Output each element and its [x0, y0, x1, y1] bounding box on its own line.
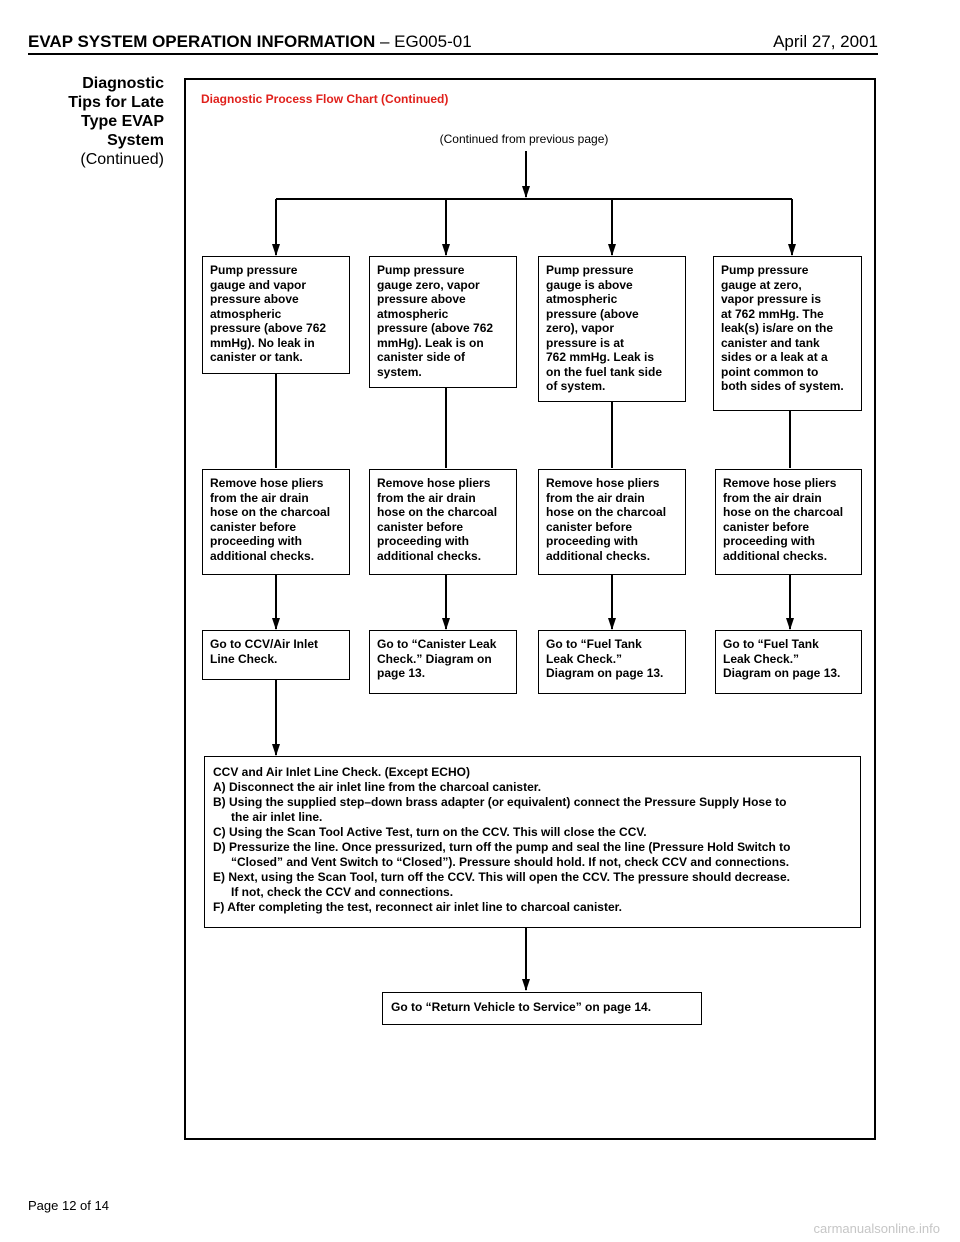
box-line: leak(s) is/are on the	[721, 321, 834, 335]
goto-box-3	[538, 630, 686, 694]
box-line: pressure (above 762	[377, 321, 494, 335]
box-line: Line Check.	[210, 651, 278, 666]
box-line: from the air drain	[377, 490, 476, 505]
box-line: proceeding with	[210, 534, 303, 548]
box-line: proceeding with	[546, 534, 639, 548]
box-line: Go to CCV/Air Inlet	[210, 637, 318, 651]
box-line: Pump pressure	[377, 263, 465, 277]
ccv-step-cont: If not, check the CCV and connections.	[231, 885, 454, 899]
box-line: pressure is at	[546, 335, 625, 350]
box-line: Go to “Fuel Tank	[546, 637, 642, 651]
box-line: atmospheric	[210, 306, 282, 321]
box-line: vapor pressure is	[721, 292, 822, 306]
box-line: Leak Check.”	[546, 651, 623, 666]
box-line: Pump pressure	[721, 263, 809, 277]
box-line: system.	[377, 364, 422, 379]
box-line: at 762 mmHg. The	[721, 306, 824, 321]
box-line: Go to “Canister Leak	[377, 637, 497, 651]
return-to-service-box	[382, 992, 702, 1025]
box-line: point common to	[721, 364, 819, 379]
ccv-step: D) Pressurize the line. Once pressurized, turn off the pump and seal the line (Pressure Hold Switch to	[213, 840, 791, 854]
ccv-step-cont: the air inlet line.	[231, 810, 323, 824]
box-line: pressure (above	[546, 306, 639, 321]
box-line: atmospheric	[377, 306, 449, 321]
box-line: 762 mmHg. Leak is	[546, 350, 655, 364]
box-line: additional checks.	[210, 548, 315, 563]
box-line: proceeding with	[723, 534, 816, 548]
box-line: canister before	[377, 519, 464, 534]
box-line: additional checks.	[723, 548, 828, 563]
box-line: gauge and vapor	[210, 277, 307, 292]
box-line: Pump pressure	[210, 263, 298, 277]
box-line: pressure (above 762	[210, 321, 327, 335]
box-line: Check.” Diagram on	[377, 651, 492, 666]
sidebar-line: (Continued)	[80, 151, 164, 168]
continued-note: (Continued from previous page)	[439, 132, 609, 146]
box-line: pressure above	[377, 292, 466, 306]
condition-box-1	[202, 256, 350, 374]
ccv-check-box	[204, 756, 861, 928]
box-line: from the air drain	[210, 490, 309, 505]
box-line: canister before	[546, 519, 633, 534]
condition-box-2	[369, 256, 517, 388]
box-line: on the fuel tank side	[546, 364, 663, 379]
header-title: EVAP SYSTEM OPERATION INFORMATION – EG005-01	[28, 32, 472, 51]
header-date: April 27, 2001	[773, 32, 878, 51]
box-line: mmHg). Leak is on	[377, 335, 484, 350]
ccv-step-cont: “Closed” and Vent Switch to “Closed”). Pressure should hold. If not, check CCV and connections.	[231, 855, 790, 869]
condition-box-4	[713, 256, 862, 411]
action-box-1	[202, 469, 350, 575]
box-line: zero), vapor	[546, 321, 615, 335]
box-line: both sides of system.	[721, 379, 844, 393]
box-line: Remove hose pliers	[546, 476, 660, 490]
box-line: page 13.	[377, 666, 426, 680]
box-line: hose on the charcoal	[723, 505, 844, 519]
box-line: additional checks.	[377, 548, 482, 563]
condition-box-3	[538, 256, 686, 402]
box-line: sides or a leak at a	[721, 350, 828, 364]
goto-box-2	[369, 630, 517, 694]
box-line: atmospheric	[546, 292, 618, 306]
box-line: Pump pressure	[546, 263, 634, 277]
box-line: hose on the charcoal	[377, 505, 498, 519]
ccv-step: F) After completing the test, reconnect air inlet line to charcoal canister.	[213, 900, 622, 914]
box-line: Diagram on page 13.	[546, 666, 664, 680]
box-line: gauge at zero,	[721, 277, 802, 292]
sidebar-line: System	[107, 132, 164, 149]
box-line: pressure above	[210, 292, 299, 306]
box-line: Remove hose pliers	[723, 476, 837, 490]
box-line: canister side of	[377, 350, 466, 364]
watermark: carmanualsonline.info	[813, 1221, 940, 1236]
sidebar-line: Type EVAP	[81, 113, 164, 130]
ccv-step: A) Disconnect the air inlet line from the charcoal canister.	[213, 780, 542, 794]
action-box-3	[538, 469, 686, 575]
ccv-step: C) Using the Scan Tool Active Test, turn on the CCV. This will close the CCV.	[213, 825, 647, 839]
box-line: proceeding with	[377, 534, 470, 548]
chart-title: Diagnostic Process Flow Chart (Continued)	[201, 92, 449, 106]
box-line: canister or tank.	[210, 350, 303, 364]
box-line: additional checks.	[546, 548, 651, 563]
ccv-step: E) Next, using the Scan Tool, turn off the CCV. This will open the CCV. The pressure should decrease.	[213, 870, 790, 884]
box-line: canister before	[723, 519, 810, 534]
action-box-2	[369, 469, 517, 575]
box-line: hose on the charcoal	[546, 505, 667, 519]
sidebar-line: Tips for Late	[68, 94, 164, 111]
box-line: Leak Check.”	[723, 651, 800, 666]
box-line: hose on the charcoal	[210, 505, 331, 519]
action-box-4	[715, 469, 862, 575]
sidebar-line: Diagnostic	[82, 75, 164, 92]
box-line: Diagram on page 13.	[723, 666, 841, 680]
page-number: Page 12 of 14	[28, 1198, 109, 1213]
box-line: Remove hose pliers	[210, 476, 324, 490]
box-line: mmHg). No leak in	[210, 335, 315, 350]
box-line: canister and tank	[721, 335, 820, 350]
box-line: Go to “Fuel Tank	[723, 637, 819, 651]
box-line: canister before	[210, 519, 297, 534]
box-line: gauge is above	[546, 277, 633, 292]
goto-box-1	[202, 630, 350, 680]
ccv-title: CCV and Air Inlet Line Check. (Except ECHO)	[213, 765, 470, 779]
box-line: gauge zero, vapor	[377, 277, 480, 292]
box-line: from the air drain	[723, 490, 822, 505]
goto-box-4	[715, 630, 862, 694]
ccv-step: B) Using the supplied step–down brass adapter (or equivalent) connect the Pressure Supply Hose to	[213, 795, 787, 809]
box-line: from the air drain	[546, 490, 645, 505]
box-line: Go to “Return Vehicle to Service” on page 14.	[391, 1000, 652, 1014]
box-line: Remove hose pliers	[377, 476, 491, 490]
box-line: of system.	[546, 379, 606, 393]
